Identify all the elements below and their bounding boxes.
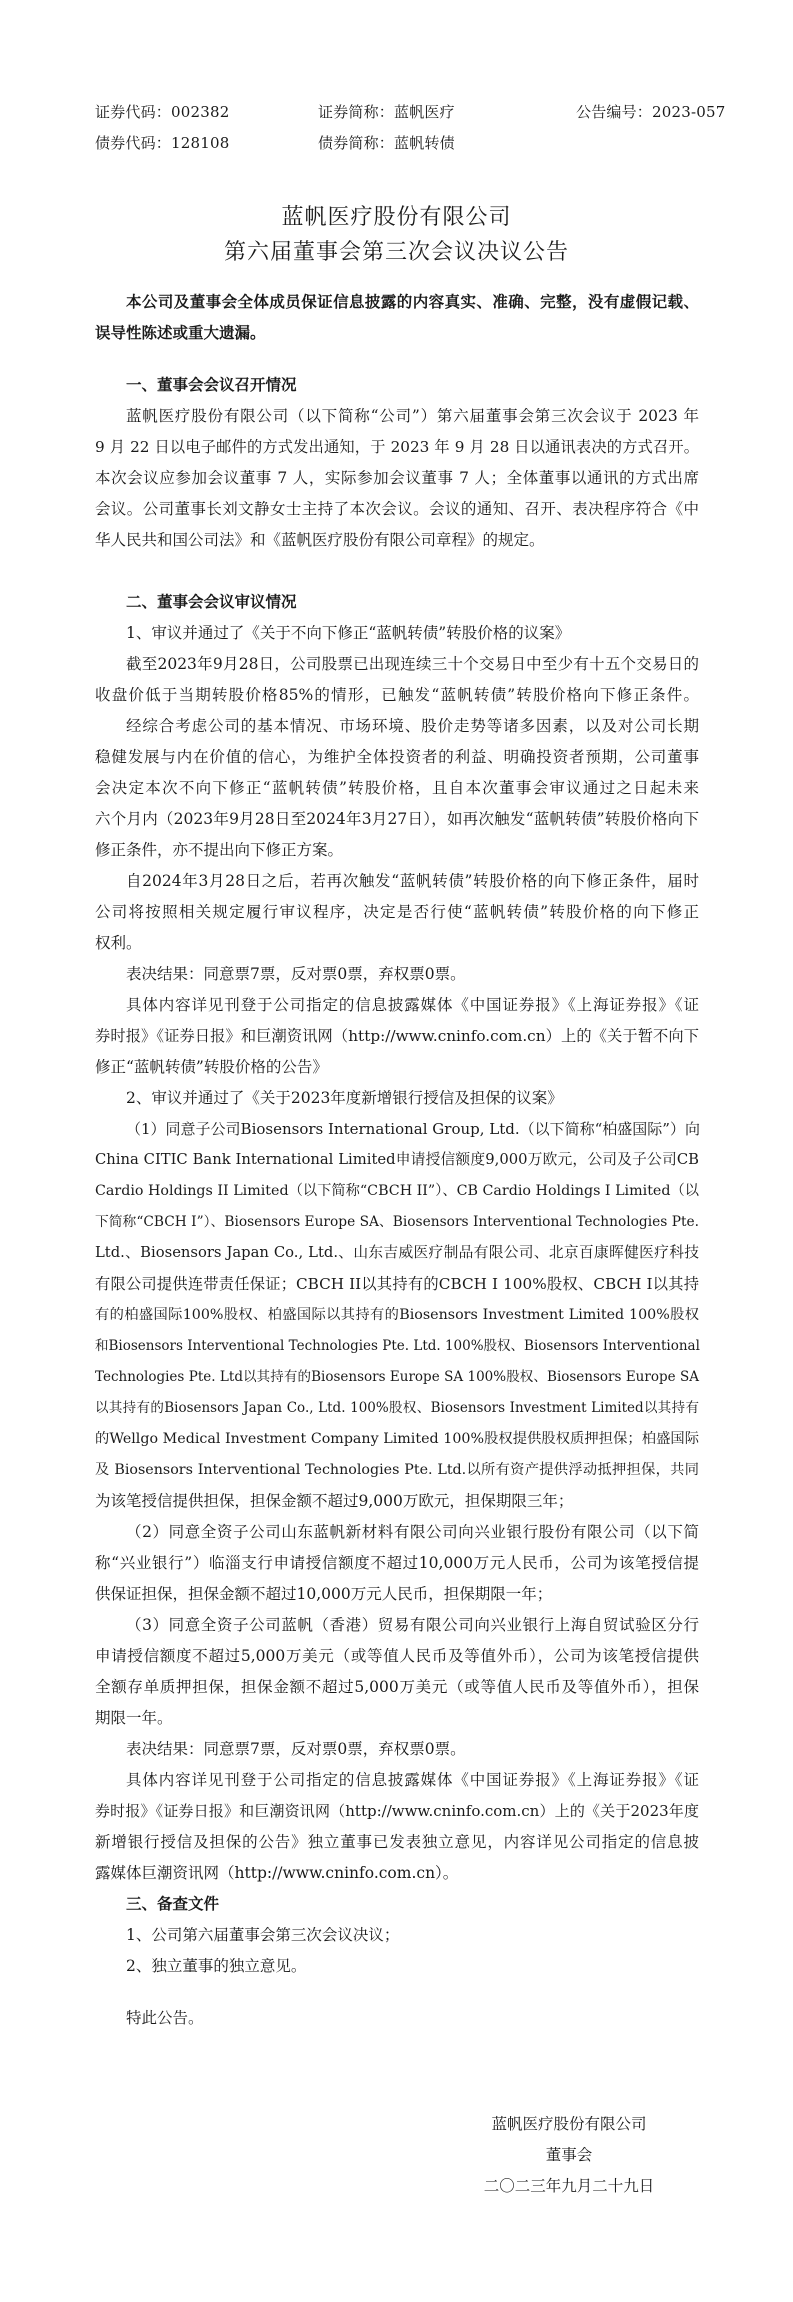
reference-line: 券时报》《证券日报》和巨潮资讯网（http://www.cninfo.com.cn）上的《关于2023年度 bbox=[95, 1802, 699, 1820]
signature-date: 二〇二三年九月二十九日 bbox=[483, 2177, 655, 2195]
paragraph-line: 收盘价低于当期转股价格85%的情形，已触发“蓝帆转债”转股价格向下修正条件。 bbox=[95, 686, 699, 704]
file-item: 2、独立董事的独立意见。 bbox=[126, 1957, 307, 1975]
paragraph-line: 供保证担保，担保金额不超过10,000万元人民币，担保期限一年； bbox=[95, 1585, 553, 1603]
section-heading: 三、备查文件 bbox=[126, 1895, 220, 1913]
paragraph-line: 六个月内（2023年9月28日至2024年3月27日），如再次触发“蓝帆转债”转股价格向下 bbox=[95, 810, 699, 828]
reference-line: 券时报》《证券日报》和巨潮资讯网（http://www.cninfo.com.cn）上的《关于暂不向下 bbox=[95, 1027, 699, 1045]
reference-line: 新增银行授信及担保的公告》独立董事已发表独立意见，内容详见公司指定的信息披 bbox=[95, 1833, 699, 1851]
reference-line: 露媒体巨潮资讯网（http://www.cninfo.com.cn）。 bbox=[95, 1864, 459, 1882]
bond-name: 债券简称：蓝帆转债 bbox=[318, 134, 455, 152]
section-heading: 一、董事会会议召开情况 bbox=[126, 376, 297, 394]
declaration-line: 本公司及董事会全体成员保证信息披露的内容真实、准确、完整，没有虚假记载、 bbox=[126, 293, 699, 311]
paragraph-line: 有限公司提供连带责任保证；CBCH II以其持有的CBCH I 100%股权、CBCH I以其持 bbox=[95, 1275, 699, 1293]
paragraph-line: 会决定本次不向下修正“蓝帆转债”转股价格，且自本次董事会审议通过之日起未来 bbox=[95, 779, 699, 797]
paragraph-line: 截至2023年9月28日，公司股票已出现连续三十个交易日中至少有十五个交易日的 bbox=[126, 655, 699, 673]
announcement-number: 公告编号：2023-057 bbox=[576, 103, 726, 121]
paragraph-line: China CITIC Bank International Limited申请授信额度9,000万欧元，公司及子公司CB bbox=[95, 1151, 699, 1168]
paragraph-line: Ltd.、Biosensors Japan Co., Ltd.、山东吉威医疗制品有限公司、北京百康晖健医疗科技 bbox=[95, 1244, 699, 1261]
section-heading: 二、董事会会议审议情况 bbox=[126, 593, 297, 611]
announcement-title: 第六届董事会第三次会议决议公告 bbox=[223, 240, 569, 265]
item-title: 1、审议并通过了《关于不向下修正“蓝帆转债”转股价格的议案》 bbox=[126, 624, 571, 642]
paragraph-line: 称“兴业银行”）临淄支行申请授信额度不超过10,000万元人民币，公司为该笔授信提 bbox=[95, 1554, 699, 1572]
file-item: 1、公司第六届董事会第三次会议决议； bbox=[126, 1926, 400, 1944]
paragraph-line: 全额存单质押担保，担保金额不超过5,000万美元（或等值人民币及等值外币），担保 bbox=[95, 1678, 699, 1696]
reference-line: 具体内容详见刊登于公司指定的信息披露媒体《中国证券报》《上海证券报》《证 bbox=[126, 996, 699, 1014]
paragraph-line: 修正条件，亦不提出向下修正方案。 bbox=[95, 841, 344, 859]
declaration-line: 误导性陈述或重大遗漏。 bbox=[95, 324, 266, 342]
reference-line: 修正“蓝帆转债”转股价格的公告》 bbox=[95, 1058, 328, 1076]
paragraph-line: Technologies Pte. Ltd以其持有的Biosensors Europe SA 100%股权、Biosensors Europe SA bbox=[95, 1369, 699, 1385]
paragraph-line: 期限一年。 bbox=[95, 1709, 173, 1727]
company-title: 蓝帆医疗股份有限公司 bbox=[281, 205, 512, 230]
paragraph-line: 及 Biosensors Interventional Technologies Pte. Ltd.以所有资产提供浮动抵押担保，共同 bbox=[95, 1462, 699, 1478]
closing-statement: 特此公告。 bbox=[126, 2009, 204, 2027]
paragraph-line: 9 月 22 日以电子邮件的方式发出通知，于 2023 年 9 月 28 日以通讯表决的方式召开。 bbox=[95, 438, 699, 456]
paragraph-line: 为该笔授信提供担保，担保金额不超过9,000万欧元，担保期限三年； bbox=[95, 1492, 574, 1510]
bond-code: 债券代码：128108 bbox=[95, 134, 230, 152]
reference-line: 具体内容详见刊登于公司指定的信息披露媒体《中国证券报》《上海证券报》《证 bbox=[126, 1771, 699, 1789]
paragraph-line: 会议。公司董事长刘文静女士主持了本次会议。会议的通知、召开、表决程序符合《中 bbox=[95, 500, 699, 518]
paragraph-line: 下简称“CBCH I”）、Biosensors Europe SA、Biosensors Interventional Technologies Pte. bbox=[95, 1214, 699, 1230]
paragraph-line: 申请授信额度不超过5,000万美元（或等值人民币及等值外币），公司为该笔授信提供 bbox=[95, 1647, 699, 1665]
paragraph-line: 经综合考虑公司的基本情况、市场环境、股价走势等诸多因素，以及对公司长期 bbox=[126, 717, 699, 735]
paragraph-line: 蓝帆医疗股份有限公司（以下简称“公司”）第六届董事会第三次会议于 2023 年 bbox=[126, 407, 699, 425]
paragraph-line: （2）同意全资子公司山东蓝帆新材料有限公司向兴业银行股份有限公司（以下简 bbox=[126, 1523, 699, 1541]
paragraph-line: 华人民共和国公司法》和《蓝帆医疗股份有限公司章程》的规定。 bbox=[95, 531, 545, 549]
paragraph-line: （1）同意子公司Biosensors International Group, Ltd.（以下简称“柏盛国际”）向 bbox=[126, 1120, 700, 1138]
paragraph-line: Cardio Holdings II Limited（以下简称“CBCH II”）、CB Cardio Holdings I Limited（以 bbox=[95, 1183, 699, 1199]
stock-code: 证券代码：002382 bbox=[95, 103, 230, 121]
paragraph-line: 以其持有的Biosensors Japan Co., Ltd. 100%股权、Biosensors Investment Limited以其持有 bbox=[95, 1400, 699, 1416]
stock-name: 证券简称：蓝帆医疗 bbox=[318, 103, 455, 121]
paragraph-line: （3）同意全资子公司蓝帆（香港）贸易有限公司向兴业银行上海自贸试验区分行 bbox=[126, 1616, 699, 1634]
paragraph-line: 和Biosensors Interventional Technologies Pte. Ltd. 100%股权、Biosensors Interventional bbox=[95, 1338, 700, 1354]
signature-board: 董事会 bbox=[545, 2146, 593, 2164]
paragraph-line: 本次会议应参加会议董事 7 人，实际参加会议董事 7 人；全体董事以通讯的方式出席 bbox=[95, 469, 699, 487]
paragraph-line: 公司将按照相关规定履行审议程序，决定是否行使“蓝帆转债”转股价格的向下修正 bbox=[95, 903, 699, 921]
paragraph-line: 有的柏盛国际100%股权、柏盛国际以其持有的Biosensors Investment Limited 100%股权 bbox=[95, 1307, 699, 1323]
signature-company: 蓝帆医疗股份有限公司 bbox=[491, 2115, 647, 2133]
vote-result: 表决结果：同意票7票，反对票0票，弃权票0票。 bbox=[126, 965, 466, 983]
paragraph-line: 稳健发展与内在价值的信心，为维护全体投资者的利益、明确投资者预期，公司董事 bbox=[95, 748, 699, 766]
paragraph-line: 自2024年3月28日之后，若再次触发“蓝帆转债”转股价格的向下修正条件，届时 bbox=[126, 872, 699, 890]
item-title: 2、审议并通过了《关于2023年度新增银行授信及担保的议案》 bbox=[126, 1089, 563, 1107]
paragraph-line: 权利。 bbox=[95, 934, 142, 952]
vote-result: 表决结果：同意票7票，反对票0票，弃权票0票。 bbox=[126, 1740, 466, 1758]
paragraph-line: 的Wellgo Medical Investment Company Limited 100%股权提供股权质押担保；柏盛国际 bbox=[95, 1431, 699, 1447]
